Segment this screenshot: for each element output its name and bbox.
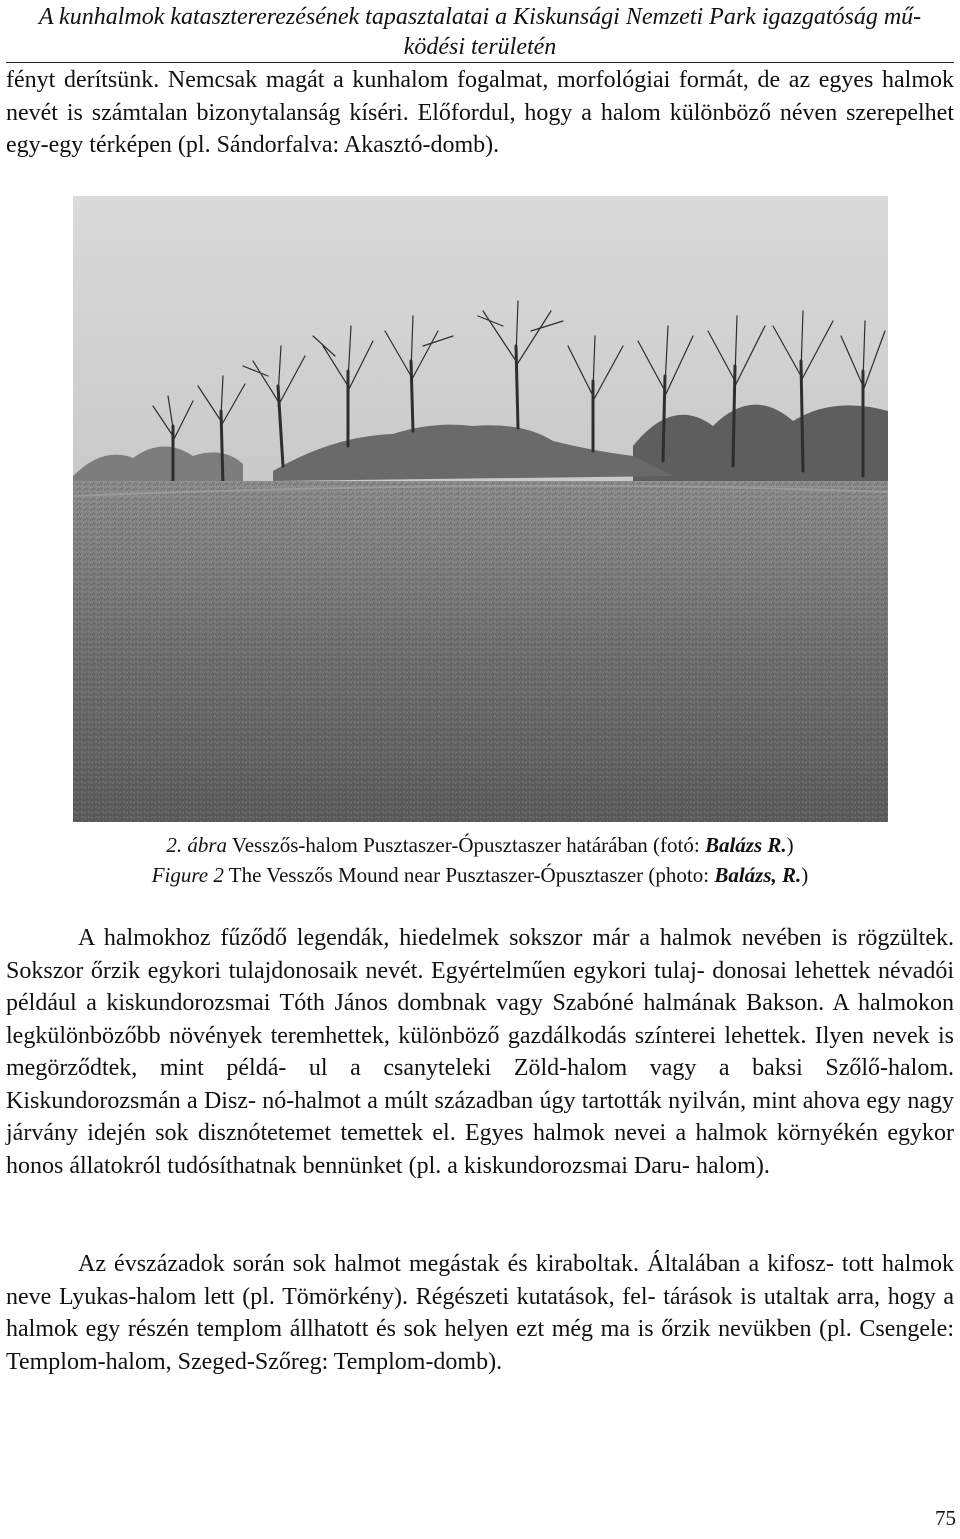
field-texture [73, 481, 888, 822]
running-header-line-2: ködési területén [403, 34, 557, 60]
figure-caption-hungarian [0, 832, 960, 858]
caption-label-hu: 2. ábra [166, 833, 228, 857]
header-rule [6, 62, 954, 63]
running-header [0, 2, 960, 62]
caption-author-en: Balázs, R. [714, 863, 802, 887]
mound-photo-illustration [73, 196, 888, 822]
intro-paragraph: fényt derítsünk. Nemcsak magát a kunhalom fogalmat, morfológiai formát, de az egyes halmok nevét is számtalan bizonytalanság kíséri. Előfordul, hogy a halom különböző néven szerepelhet egy-egy térképen (pl. Sándorfalva: Akasztó-domb). [6, 67, 954, 158]
caption-close-en: ) [801, 863, 809, 887]
running-header-line-1: A kunhalmok katasztererezésének tapasztalatai a Kiskunsági Nemzeti Park igazgatóság mű- [38, 4, 922, 30]
caption-text-en: The Vesszős Mound near Pusztaszer-Ópusztaszer (photo: [223, 863, 715, 887]
figure-caption-english [0, 862, 960, 888]
caption-author-hu: Balázs R. [704, 833, 787, 857]
caption-close-hu: ) [786, 833, 794, 857]
caption-label-en: Figure 2 [151, 863, 224, 887]
caption-text-hu: Vesszős-halom Pusztaszer-Ópusztaszer határában (fotó: [227, 833, 705, 857]
figure-photo [73, 196, 888, 822]
body-paragraph-plundered-mounds: Az évszázadok során sok halmot megástak és kiraboltak. Általában a kifosz- tott halmok neve Lyukas-halom lett (pl. Tömörkény). Régészeti kutatások, fel- tárások is utaltak arra, hogy a halmok egy részén templom állhatott és sok helyen ezt még ma is őrzik nevükben (pl. Csengele: Templom-halom, Szeged-Szőreg: Templom-domb). [6, 1251, 954, 1375]
body-paragraph-legends: A halmokhoz fűződő legendák, hiedelmek sokszor már a halmok nevében is rögzültek. Sokszor őrzik egykori tulajdonosaik nevét. Egyértelműen egykori tulaj- donosai lehettek névadói például a kiskundorozsmai Tóth János dombnak vagy Szabóné halmának Bakson. A halmokon legkülönbözőbb növények teremhettek, különböző gazdálkodás színterei lehettek. Ilyen nevek is megörződtek, mint példá- ul a csanyteleki Zöld-halom vagy a baksi Szőlő-halom. Kiskundorozsmán a Disz- nó-halmot a múlt században úgy tartották nyilván, mint ahova egy nagy járvány idején sok disznótetemet temettek el. Egyes halmok nevei a halmok környékén egykor honos állatokról tudósíthatnak bennünket (pl. a kiskundorozsmai Daru- halom). [6, 925, 954, 1179]
page-number: 75 [935, 1506, 956, 1530]
